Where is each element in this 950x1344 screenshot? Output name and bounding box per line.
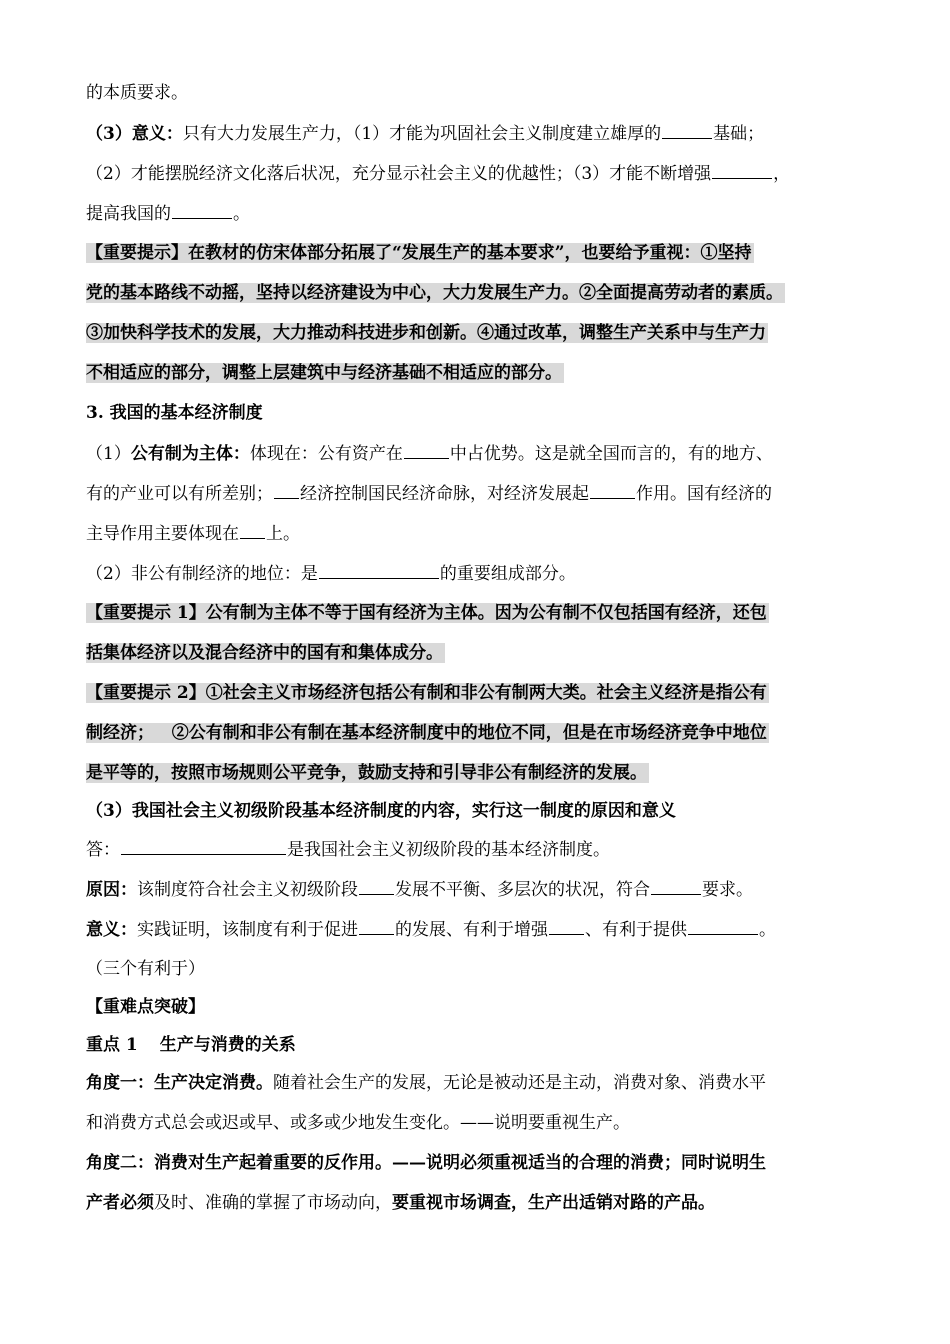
tip-line	[86, 600, 769, 626]
text-line	[86, 520, 300, 546]
tip-text: 【重要提示 2】①社会主义市场经济包括公有制和非公有制两大类。社会主义经济是指公有	[86, 683, 767, 703]
question-text: （3）我国社会主义初级阶段基本经济制度的内容，实行这一制度的原因和意义	[86, 801, 676, 821]
text: 是我国社会主义初级阶段的基本经济制度。	[287, 840, 610, 860]
text-line	[86, 1190, 715, 1216]
text-line	[86, 560, 576, 586]
key-label: 重点 1	[86, 1035, 138, 1055]
section-heading	[86, 400, 263, 426]
tip-text: 党的基本路线不动摇，坚持以经济建设为中心，大力发展生产力。②全面提高劳动者的素质。	[86, 283, 783, 303]
text: 有的产业可以有所差别；	[86, 484, 273, 504]
fill-blank	[712, 160, 772, 179]
text-line	[86, 956, 205, 982]
text-line	[86, 480, 772, 506]
fill-blank	[651, 876, 701, 895]
tip-text: 制经济； ②公有制和非公有制在基本经济制度中的地位不同，但是在市场经济竞争中地位	[86, 723, 767, 743]
bold-text: 角度二：消费对生产起着重要的反作用。——说明必须重视适当的合理的消费；同时说明生	[86, 1153, 766, 1173]
text: 要求。	[702, 880, 753, 900]
bold-label: 原因：	[86, 880, 137, 900]
fill-blank	[359, 916, 394, 935]
tip-line	[86, 320, 768, 346]
fill-blank	[404, 440, 449, 459]
text: 随着社会生产的发展，无论是被动还是主动，消费对象、消费水平	[273, 1073, 766, 1093]
heading-text: 【重难点突破】	[86, 997, 205, 1017]
fill-blank	[590, 480, 635, 499]
subheading	[86, 1032, 296, 1058]
section-heading	[86, 994, 205, 1020]
tip-line	[86, 720, 769, 746]
text-line	[86, 836, 610, 862]
text-line	[86, 200, 250, 226]
text: 的本质要求。	[86, 83, 188, 103]
text-line	[86, 160, 790, 186]
heading-text: 3. 我国的基本经济制度	[86, 403, 263, 423]
fill-blank	[688, 916, 758, 935]
tip-text: 【重要提示】在教材的仿宋体部分拓展了“发展生产的基本要求”，也要给予重视：①坚持	[86, 243, 752, 263]
bold-label: 公有制为主体：	[130, 444, 250, 464]
text-line	[86, 80, 188, 106]
text: 基础；	[713, 124, 765, 144]
tip-text: ③加快科学技术的发展，大力推动科技进步和创新。④通过改革，调整生产关系中与生产力	[86, 323, 766, 343]
key-title: 生产与消费的关系	[159, 1035, 296, 1055]
text: 和消费方式总会或迟或早、或多或少地发生变化。——说明要重视生产。	[86, 1113, 630, 1133]
text: 实践证明，该制度有利于促进	[137, 920, 358, 940]
tip-line	[86, 640, 445, 666]
text: （1）	[86, 444, 131, 464]
text: 体现在：公有资产在	[249, 444, 403, 464]
fill-blank	[274, 480, 299, 499]
fill-blank	[121, 836, 286, 855]
tip-line	[86, 360, 564, 386]
tip-line	[86, 240, 754, 266]
text: （2）才能摆脱经济文化落后状况，充分显示社会主义的优越性；（3）才能不断增强	[86, 164, 712, 184]
tip-line	[86, 680, 769, 706]
fill-blank	[549, 916, 584, 935]
bold-label: 角度一：生产决定消费。	[86, 1073, 273, 1093]
tip-line	[86, 280, 785, 306]
text: 的重要组成部分。	[439, 564, 576, 584]
tip-text: 【重要提示 1】公有制为主体不等于国有经济为主体。因为公有制不仅包括国有经济，还包	[86, 603, 767, 623]
fill-blank	[359, 876, 394, 895]
text: 答：	[86, 840, 120, 860]
text: 。	[759, 920, 776, 940]
text-line	[86, 1150, 766, 1176]
tip-text: 括集体经济以及混合经济中的国有和集体成分。	[86, 643, 443, 663]
text: 、有利于提供	[585, 920, 687, 940]
text: 该制度符合社会主义初级阶段	[137, 880, 358, 900]
text: 上。	[266, 524, 300, 544]
text: 中占优势。这是就全国而言的，有的地方、	[449, 444, 773, 464]
bold-text: 产者必须	[86, 1193, 154, 1213]
text: 发展不平衡、多层次的状况，符合	[395, 880, 650, 900]
tip-text: 不相适应的部分，调整上层建筑中与经济基础不相适应的部分。	[86, 363, 562, 383]
text-line	[86, 440, 773, 466]
fill-blank	[172, 200, 232, 219]
bold-label: （3）意义：	[86, 124, 183, 144]
tip-line	[86, 760, 649, 786]
text: 的发展、有利于增强	[395, 920, 548, 940]
text: 只有大力发展生产力，（1）才能为巩固社会主义制度建立雄厚的	[182, 124, 662, 144]
text: 。	[233, 204, 250, 224]
text: 作用。国有经济的	[636, 484, 772, 504]
tip-text: 是平等的，按照市场规则公平竞争，鼓励支持和引导非公有制经济的发展。	[86, 763, 647, 783]
text-line	[86, 120, 764, 146]
text: ，	[773, 164, 791, 184]
text: 经济控制国民经济命脉，对经济发展起	[300, 484, 589, 504]
text: （2）非公有制经济的地位：是	[86, 564, 318, 584]
text-line	[86, 1110, 630, 1136]
text: 主导作用主要体现在	[86, 524, 239, 544]
text: 及时、准确的掌握了市场动向，	[154, 1193, 392, 1213]
text-line	[86, 1070, 766, 1096]
text-line	[86, 916, 776, 942]
bold-text: 要重视市场调查，生产出适销对路的产品。	[392, 1193, 715, 1213]
fill-blank	[662, 120, 712, 139]
fill-blank	[319, 560, 439, 579]
question-line	[86, 798, 676, 824]
text: 提高我国的	[86, 204, 171, 224]
bold-label: 意义：	[86, 920, 137, 940]
text: （三个有利于）	[86, 959, 205, 979]
fill-blank	[240, 520, 265, 539]
text-line	[86, 876, 753, 902]
